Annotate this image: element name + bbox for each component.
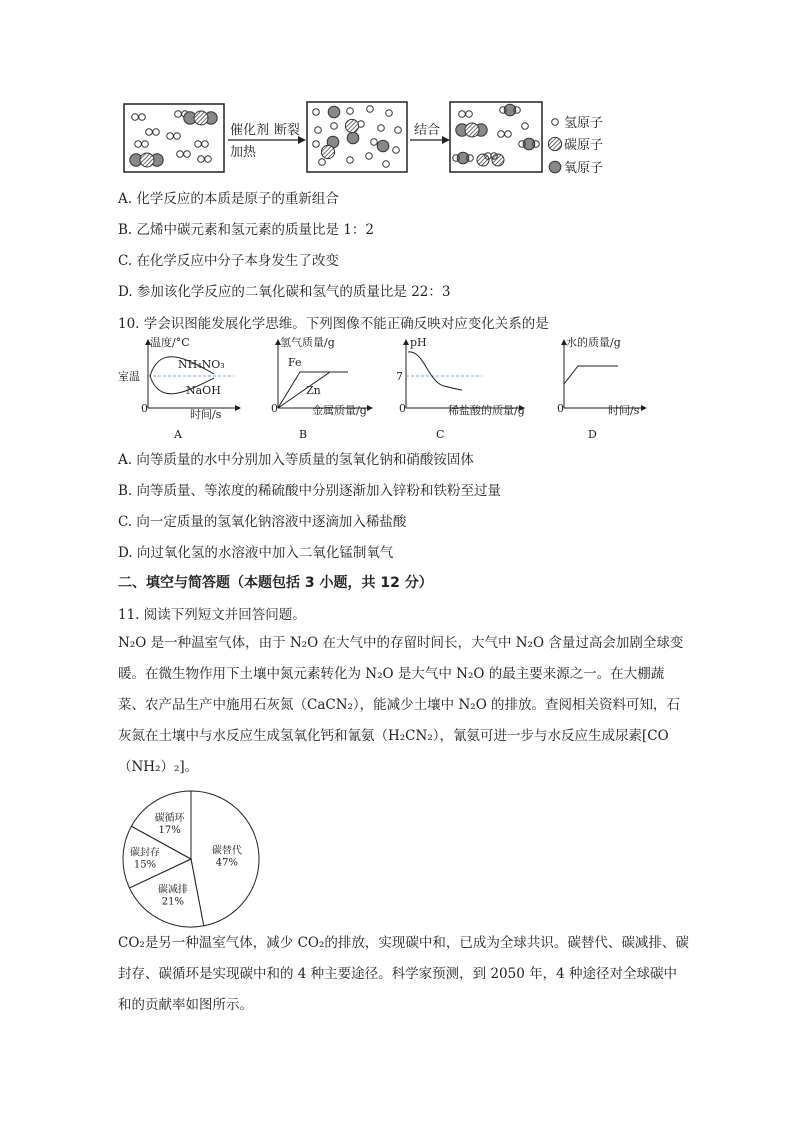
q10-option-b: B. 向等质量、等浓度的稀硫酸中分别逐渐加入锌粉和铁粉至过量 [118, 483, 502, 499]
graph-a-xlabel: 时间/s [190, 408, 222, 421]
graph-d-xlabel: 时间/s [608, 404, 640, 417]
pie-value-label: 21% [161, 896, 184, 908]
arrow1-label-heat: 加热 [230, 145, 257, 160]
pie-value-label: 15% [133, 859, 157, 871]
arrow1-label-catalyst: 催化剂 [230, 123, 270, 138]
section2-heading: 二、填空与简答题（本题包括 3 小题，共 12 分） [118, 575, 433, 591]
reaction-diagram [118, 96, 618, 176]
arrow1-label-break: 断裂 [274, 123, 301, 138]
graph-a-bottom-series: NaOH [186, 384, 221, 397]
pie-value-label: 47% [215, 857, 238, 869]
graph-c-ylabel: pH [410, 336, 427, 349]
pie-value-label: 17% [158, 824, 181, 836]
legend-c-label: 碳原子 [564, 138, 604, 153]
graph-a-ylabel: 温度/°C [150, 336, 190, 349]
pie-category-label: 碳替代 [211, 845, 242, 857]
q11-stem: 11. 阅读下列短文并回答问题。 [118, 607, 306, 623]
diagram-legend [548, 116, 603, 176]
graph-b-origin: 0 [271, 402, 278, 415]
pie-chart [118, 786, 264, 932]
graph-b [271, 335, 372, 441]
q9-option-c: C. 在化学反应中分子本身发生了改变 [118, 253, 339, 269]
graph-a-top-series: NH₄NO₃ [178, 358, 225, 371]
q9-option-a: A. 化学反应的本质是原子的重新组合 [118, 191, 339, 207]
graph-b-fe-label: Fe [288, 356, 302, 369]
graph-a-room-label: 室温 [118, 370, 140, 383]
graph-b-zn-label: Zn [306, 384, 321, 397]
graph-a-caption: A [174, 428, 182, 441]
graph-c-tick7: 7 [396, 370, 403, 383]
graph-d-caption: D [588, 428, 597, 441]
graph-d [557, 335, 646, 441]
legend-h-symbol [552, 119, 559, 126]
arrow2-label-combine: 结合 [414, 123, 441, 138]
graph-b-xlabel: 金属质量/g [312, 404, 367, 417]
graph-d-origin: 0 [557, 402, 564, 415]
q10-option-d: D. 向过氧化氢的水溶液中加入二氧化锰制氧气 [118, 545, 394, 561]
q10-stem: 10. 学会识图能发展化学思维。下列图像不能正确反映对应变化关系的是 [118, 316, 549, 332]
graph-c [396, 336, 525, 441]
legend-o-label: 氧原子 [564, 161, 604, 176]
pie-category-label: 碳循环 [154, 812, 185, 824]
graph-c-caption: C [436, 428, 445, 441]
graph-a [118, 335, 240, 441]
q10-graphs [116, 334, 686, 446]
passage-co2: CO₂是另一种温室气体，减少 CO₂的排放，实现碳中和，已成为全球共识。碳替代、碳减排、碳封存、碳循环是实现碳中和的 4 种主要途径。科学家预测，到 2050 年，4 种途径对全球碳中和的贡献率如图所示。 [118, 935, 689, 1013]
legend-c-symbol [548, 137, 561, 150]
ph-curve [408, 352, 462, 390]
water-mass-curve [564, 366, 618, 384]
pie-category-label: 碳封存 [130, 847, 161, 859]
product-molecules [453, 104, 540, 166]
passage-n2o: N₂O 是一种温室气体，由于 N₂O 在大气中的存留时间长，大气中 N₂O 含量过高会加剧全球变暖。在微生物作用下土壤中氮元素转化为 N₂O 是大气中 N₂O 的最主要来源之一。在大棚蔬菜、农产品生产中施用石灰氮（CaCN₂），能减少土壤中 N₂O 的排放。查阅相关资料可知，石灰氮在土壤中与水反应生成氢氧化钙和氰氨（H₂CN₂），氰氨可进一步与水反应生成尿素[CO（NH₂）₂]。 [118, 635, 684, 775]
graph-d-ylabel: 水的质量/g [566, 336, 621, 349]
legend-h-label: 氢原子 [564, 116, 604, 131]
q10-option-c: C. 向一定质量的氢氧化钠溶液中逐滴加入稀盐酸 [118, 514, 407, 530]
q9-option-b: B. 乙烯中碳元素和氢元素的质量比是 1：2 [118, 222, 374, 238]
pie-category-label: 碳减排 [157, 884, 188, 896]
graph-a-origin: 0 [141, 402, 148, 415]
q9-option-d: D. 参加该化学反应的二氧化碳和氢气的质量比是 22：3 [118, 284, 451, 300]
graph-c-origin: 0 [399, 402, 406, 415]
graph-b-caption: B [299, 428, 308, 441]
graph-b-ylabel: 氢气质量/g [280, 336, 335, 349]
legend-o-symbol [549, 161, 561, 173]
graph-c-xlabel: 稀盐酸的质量/g [448, 404, 525, 417]
q10-option-a: A. 向等质量的水中分别加入等质量的氢氧化钠和硝酸铵固体 [118, 452, 474, 468]
